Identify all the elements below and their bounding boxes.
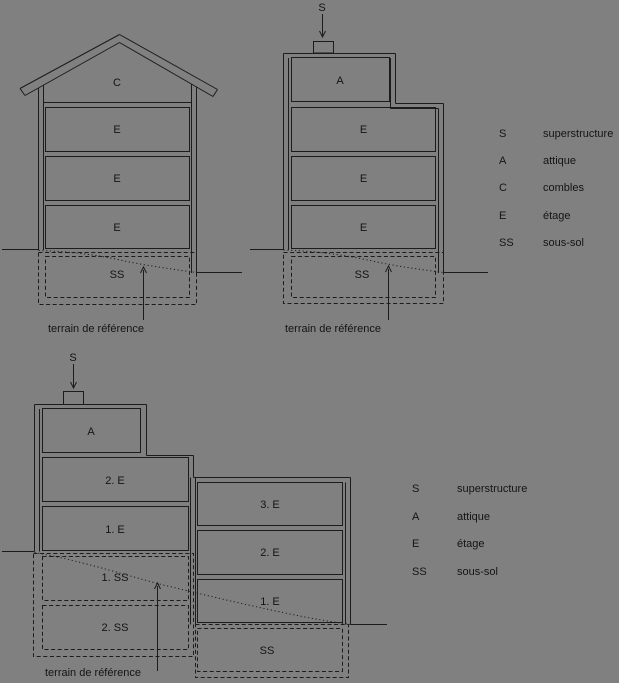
floor-label-e3: E	[113, 124, 121, 136]
floor-label-1e: 1. E	[105, 524, 125, 536]
figure3-terraced-building	[2, 352, 387, 679]
roof-outer-right	[120, 35, 218, 90]
floor-label-2e-lower: 2. E	[260, 547, 280, 559]
floor-label-e2: E	[359, 173, 368, 185]
legend-abbr-ss: SS	[499, 237, 514, 249]
basement-label-ss: SS	[259, 645, 275, 657]
legend-label-a: attique	[457, 511, 491, 523]
legend-label-s: superstructure	[543, 128, 614, 140]
terrain-reference-label: terrain de référence	[48, 323, 144, 335]
floor-label-e1: E	[359, 222, 368, 234]
floor-label-e3: E	[359, 124, 368, 136]
legend-abbr-c: C	[499, 182, 507, 194]
figure2-attic-building	[250, 2, 488, 335]
attic-label: A	[336, 75, 344, 87]
superstructure-marker-label: S	[69, 352, 77, 364]
figure1-pitched-roof-building	[2, 35, 242, 336]
roof-eave-cap-left	[20, 89, 25, 96]
basement-label: SS	[354, 269, 370, 281]
superstructure-pointer	[314, 14, 334, 53]
basement-label-1ss: 1. SS	[101, 572, 129, 584]
legend-label-c: combles	[543, 182, 584, 194]
roof-outer-left	[20, 35, 120, 89]
roof-inner-right	[120, 43, 214, 97]
roof-eave-cap-right	[213, 90, 218, 97]
legend-label-s: superstructure	[457, 483, 528, 495]
floor-label-e1: E	[113, 222, 121, 234]
attic-label: A	[87, 426, 95, 438]
terrain-arrow	[386, 266, 392, 320]
terrain-arrow	[155, 583, 161, 671]
legend-label-ss: sous-sol	[543, 237, 584, 249]
legend-label-ss: sous-sol	[457, 566, 498, 578]
floor-label-e2: E	[113, 173, 121, 185]
walls	[284, 54, 444, 274]
legend-abbr-s: S	[412, 483, 420, 495]
basement-label-2ss: 2. SS	[101, 622, 129, 634]
terrain-reference-label: terrain de référence	[285, 323, 381, 335]
legend-abbr-ss: SS	[412, 566, 427, 578]
legend-label-e: étage	[543, 210, 571, 222]
roof-label: C	[113, 77, 121, 89]
superstructure-box	[64, 392, 84, 405]
walls	[35, 405, 351, 625]
legend-label-e: étage	[457, 538, 485, 550]
legend-abbr-s: S	[499, 128, 507, 140]
basement-label: SS	[109, 269, 125, 281]
legend-abbr-e: E	[412, 538, 420, 550]
superstructure-marker-label: S	[318, 2, 326, 14]
legend-bottom	[412, 483, 527, 578]
legend-top	[499, 128, 613, 249]
floor-label-1e-lower: 1. E	[260, 596, 280, 608]
terrain-dotted-line	[35, 553, 351, 625]
terrain-arrow	[141, 267, 147, 320]
floor-label-2e: 2. E	[105, 475, 125, 487]
legend-label-a: attique	[543, 155, 577, 167]
superstructure-pointer	[64, 364, 84, 405]
roof-inner-left	[25, 43, 120, 96]
terrain-reference-label: terrain de référence	[45, 667, 141, 679]
legend-abbr-e: E	[499, 210, 507, 222]
legend-abbr-a: A	[499, 155, 507, 167]
legend-abbr-a: A	[412, 511, 420, 523]
superstructure-box	[314, 42, 334, 54]
floor-label-3e-lower: 3. E	[260, 499, 280, 511]
